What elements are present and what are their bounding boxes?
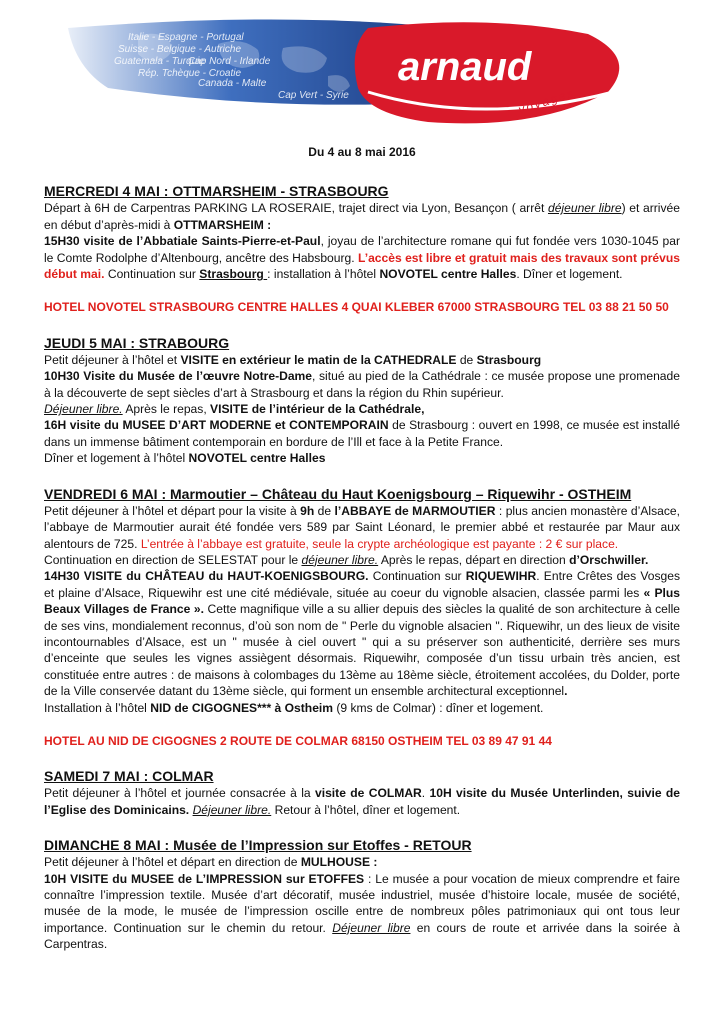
hotel-address: HOTEL NOVOTEL STRASBOURG CENTRE HALLES 4 QUAI KLEBER 67000 STRASBOURG TEL 03 88 21 50 50 (44, 300, 669, 315)
day-paragraph: Petit déjeuner à l’hôtel et départ en direction de MULHOUSE : (44, 855, 378, 870)
hotel-address: HOTEL AU NID DE CIGOGNES 2 ROUTE DE COLMAR 68150 OSTHEIM TEL 03 89 47 91 44 (44, 733, 552, 748)
map-word: Guatemala - Turquie (114, 56, 205, 67)
day-paragraph: Installation à l’hôtel NID de CIGOGNES*** à Ostheim (9 kms de Colmar) : dîner et logement. (44, 700, 544, 715)
trip-dates: Du 4 au 8 mai 2016 (308, 145, 416, 159)
day-paragraph: 14H30 VISITE du CHÂTEAU du HAUT-KOENIGSBOURG. Continuation sur RIQUEWIHR. Entre Crêtes des Vosges et plaine d’Alsace, Riquewihr est une cité médiévale, située au coeur du vignoble alsacien, classée parmi les « Plus Beaux Villages de France ». Cette magnifique ville a su allier depuis des siècles la qualité de son architecture à celle de ses vins, mondialement reconnus, d’où son nom de " Perle du vignoble alsacien ". Riquewihr, un des lieux de visite incontournables d’Alsace, est un " musée à ciel ouvert " qui a su préserver son authenticité, derrière ses murs d’enceinte que seules les vignes assiègent désormais. Riquewihr, composée d’un tissu urbain très ancien, est constituée entre autres : de maisons à colombages du 13ème au 18ème siècle, étroitement accolées, du Dolder, porte de la Ville conservée datant du 13ème siècle, qui forment un ensemble architectural exceptionnel. (44, 569, 680, 699)
day-paragraph: 15H30 visite de l’Abbatiale Saints-Pierre-et-Paul, joyau de l’architecture romane qui fut fondée vers 1030-1045 par le Comte Rodolphe d’Altenbourg, ancêtre des Habsbourg. L’accès est libre et gratuit mais des travaux sont prévus début mai. Continuation sur Strasbourg : installation à l’hôtel NOVOTEL centre Halles. Dîner et logement. (44, 234, 681, 282)
day-paragraph: 10H30 Visite du Musée de l’œuvre Notre-Dame, situé au pied de la Cathédrale : ce musée propose une promenade à la découverte de sept siècles d’art à Strasbourg et dans la région du Rhin supérieur. (44, 369, 680, 400)
day-paragraph: Petit déjeuner à l’hôtel et journée consacrée à la visite de COLMAR. 10H visite du Musée Unterlinden, suivie de l’Eglise des Dominicains. Déjeuner libre. Retour à l’hôtel, dîner et logement. (44, 786, 680, 817)
day-paragraph: Continuation en direction de SELESTAT pour le déjeuner libre. Après le repas, départ en direction d’Orschwiller. (44, 552, 649, 567)
day-title: SAMEDI 7 MAI : COLMAR (44, 768, 214, 785)
map-word: Cap Nord - Irlande (188, 56, 271, 67)
brand-subtitle: voyages (516, 85, 577, 117)
document-body (44, 128, 680, 953)
day-title: MERCREDI 4 MAI : OTTMARSHEIM - STRASBOURG (44, 183, 389, 200)
day-paragraph: 16H visite du MUSEE D’ART MODERNE et CONTEMPORAIN de Strasbourg : ouvert en 1998, ce musée est installé dans un immense bâtiment contemporain en bordure de l’Ill et face à la Petite France. (44, 418, 681, 449)
day-title: DIMANCHE 8 MAI : Musée de l’Impression sur Etoffes - RETOUR (44, 837, 472, 854)
document-title (44, 128, 680, 142)
map-word: Suisse - Belgique - Autriche (118, 44, 242, 55)
day-title: JEUDI 5 MAI : STRABOURG (44, 334, 230, 351)
brand-logo: arnaud (398, 45, 532, 89)
map-word: Cap Vert - Syrie (278, 90, 349, 101)
map-word: Canada - Malte (198, 78, 267, 89)
day-paragraph: Départ à 6H de Carpentras PARKING LA ROSERAIE, trajet direct via Lyon, Besançon ( arrêt déjeuner libre) et arrivée en début d’après-midi à OTTMARSHEIM : (44, 201, 680, 232)
map-word: Italie - Espagne - Portugal (128, 32, 244, 43)
day-paragraph: Dîner et logement à l’hôtel NOVOTEL centre Halles (44, 451, 326, 466)
day-paragraph: Petit déjeuner à l’hôtel et départ pour la visite à 9h de l’ABBAYE de MARMOUTIER : plus ancien monastère d’Alsace, l’abbaye de Marmoutier aurait été fondée vers 589 par Saint Léonard, le premier abbé et restaurée par Maur aux alentours de 725. L’entrée à l’abbaye est gratuite, seule la crypte archéologique est payante : 2 € sur place. (44, 503, 680, 551)
day-paragraph: Petit déjeuner à l’hôtel et VISITE en extérieur le matin de la CATHEDRALE de Strasbourg (44, 352, 542, 367)
day-title: VENDREDI 6 MAI : Marmoutier – Château du Haut Koenigsbourg – Riquewihr - OSTHEIM (44, 485, 632, 502)
header-banner (68, 18, 640, 130)
day-paragraph: Déjeuner libre. Après le repas, VISITE de l’intérieur de la Cathédrale, (44, 402, 425, 417)
map-word: Rép. Tchèque - Croatie (138, 68, 242, 79)
day-paragraph: 10H VISITE du MUSEE de L’IMPRESSION sur ETOFFES : Le musée a pour vocation de mieux comprendre et faire connaître l’impression textile. Musée d’art décoratif, musée industriel, musée d’histoire locale, musée de société, musée de la mode, le musée de l’impression oscille entre de nombreux pôles patrimoniaux qui ont tous leur importance. Continuation sur le chemin du retour. Déjeuner libre en cours de route et arrivée dans la soirée à Carpentras. (44, 871, 680, 952)
